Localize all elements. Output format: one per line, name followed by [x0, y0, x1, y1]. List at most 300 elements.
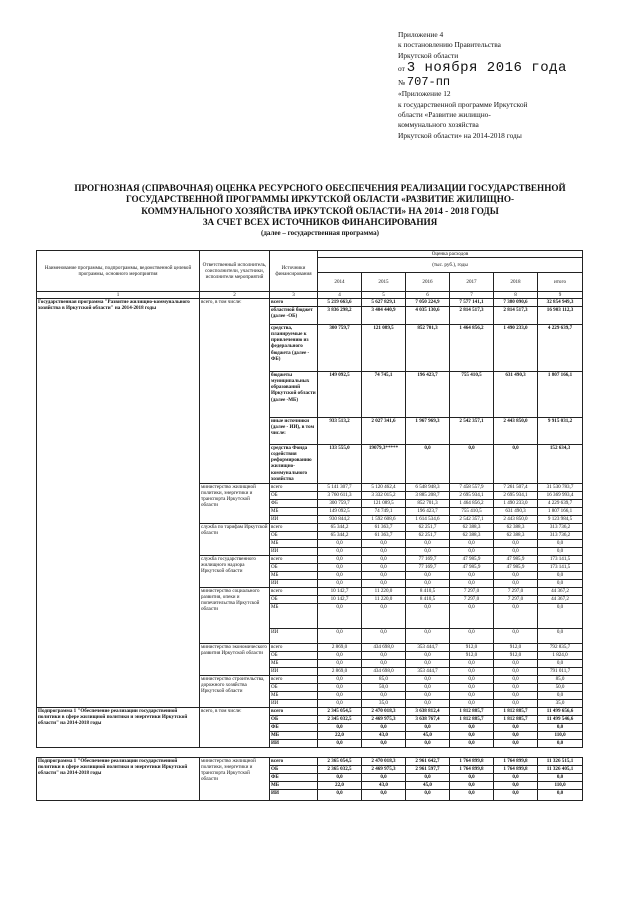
source-cell: средства, планируемые к привлечению из федерального бюджета (далее - ФБ): [270, 325, 318, 372]
table-row: [37, 708, 583, 716]
value-cell: 0,0: [318, 684, 362, 692]
value-cell: 0,0: [494, 548, 538, 556]
value-cell: 755 410,5: [450, 372, 494, 418]
value-cell: 0,0: [450, 676, 494, 684]
value-cell: 0,0: [538, 660, 583, 668]
source-cell: ОБ: [270, 564, 318, 572]
header-executor: Ответственный исполнитель, соисполнители, участники, исполнители мероприятий: [200, 251, 270, 292]
column-number: 5: [362, 292, 406, 299]
value-cell: 2 469 975,3: [362, 766, 406, 774]
value-cell: 50,0: [362, 684, 406, 692]
value-cell: 0,0: [450, 604, 494, 629]
value-cell: 2 365 032,5: [318, 766, 362, 774]
column-number: 2: [200, 292, 270, 299]
value-cell: 1 824,0: [538, 652, 583, 660]
source-cell: ИИ: [270, 580, 318, 588]
value-cell: 0,0: [494, 692, 538, 700]
value-cell: 792 835,7: [538, 644, 583, 652]
value-cell: 2 443 850,0: [494, 516, 538, 524]
column-number: 3: [270, 292, 318, 299]
header-estimate-label: Оценка расходов: [431, 251, 469, 257]
value-cell: 77 169,7: [406, 556, 450, 564]
value-cell: 44 367,2: [538, 588, 583, 596]
value-cell: 7 297,0: [450, 588, 494, 596]
value-cell: 0,0: [406, 629, 450, 644]
value-cell: 3 885 208,7: [406, 492, 450, 500]
title-line: КОММУНАЛЬНОГО ХОЗЯЙСТВА ИРКУТСКОЙ ОБЛАСТИ» НА 2014 - 2018 ГОДЫ: [141, 205, 499, 216]
annex-number-prefix: №: [398, 78, 406, 88]
value-cell: 0,0: [362, 774, 406, 782]
value-cell: 1 614 534,6: [406, 516, 450, 524]
group-executor: служба по тарифам Иркутской области: [200, 524, 270, 556]
column-number: 8: [494, 292, 538, 299]
source-cell: ИИ: [270, 790, 318, 801]
value-cell: 0,0: [538, 572, 583, 580]
source-cell: ФБ: [270, 774, 318, 782]
value-cell: 152 634,3: [538, 445, 583, 484]
value-cell: 2 470 018,3: [362, 758, 406, 766]
value-cell: 1 592 608,6: [362, 516, 406, 524]
value-cell: 0,0: [406, 684, 450, 692]
value-cell: 0,0: [538, 580, 583, 588]
value-cell: 755 410,5: [450, 508, 494, 516]
value-cell: 1 967 969,3: [406, 418, 450, 445]
value-cell: 0,0: [406, 790, 450, 801]
value-cell: 3 760 611,3: [318, 492, 362, 500]
group-executor: министерство строительства, дорожного хозяйства Иркутской области: [200, 676, 270, 708]
source-cell: ОБ: [270, 716, 318, 724]
value-cell: 0,0: [406, 548, 450, 556]
program-name: Государственная программа "Развитие жилищно-коммунального хозяйства в Иркутской области" на 2014-2018 годы: [37, 299, 200, 708]
spacer-cell: [37, 748, 583, 758]
value-cell: 0,0: [362, 660, 406, 668]
header-row: [37, 251, 583, 258]
value-cell: 47 985,9: [450, 564, 494, 572]
value-cell: 0,0: [450, 540, 494, 548]
value-cell: 62 251,7: [406, 532, 450, 540]
value-cell: 62 388,3: [450, 532, 494, 540]
value-cell: 0,0: [406, 652, 450, 660]
value-cell: 110,0: [538, 732, 583, 740]
value-cell: 0,0: [318, 724, 362, 732]
value-cell: 43,0: [362, 732, 406, 740]
value-cell: 149 092,5: [318, 372, 362, 418]
value-cell: 0,0: [450, 790, 494, 801]
value-cell: 631 490,3: [494, 508, 538, 516]
source-cell: МБ: [270, 508, 318, 516]
value-cell: 0,0: [494, 740, 538, 748]
value-cell: 1 764 899,8: [494, 766, 538, 774]
value-cell: 62 388,3: [450, 524, 494, 532]
group-executor: министерство экономического развития Иркутской области: [200, 644, 270, 676]
value-cell: 0,0: [494, 572, 538, 580]
value-cell: 852 701,3: [406, 500, 450, 508]
value-cell: 22,0: [318, 782, 362, 790]
value-cell: 2 542 357,1: [450, 418, 494, 445]
value-cell: 0,0: [406, 540, 450, 548]
source-cell: ОБ: [270, 596, 318, 604]
value-cell: 61 363,7: [362, 524, 406, 532]
value-cell: 19079,3*****: [362, 445, 406, 484]
annex-date-prefix: от: [398, 64, 405, 74]
value-cell: 1 812 885,7: [450, 716, 494, 724]
value-cell: 0,0: [538, 692, 583, 700]
value-cell: 7 297,0: [450, 596, 494, 604]
value-cell: 77 169,7: [406, 564, 450, 572]
value-cell: 0,0: [494, 724, 538, 732]
value-cell: 1 464 856,2: [450, 325, 494, 372]
annex-line: к постановлению Правительства: [398, 40, 501, 50]
value-cell: 5 627 829,1: [362, 299, 406, 307]
value-cell: 3 638 812,4: [406, 708, 450, 716]
value-cell: 5 120 462,4: [362, 484, 406, 492]
value-cell: 2 961 642,7: [406, 758, 450, 766]
value-cell: 62 388,3: [494, 532, 538, 540]
value-cell: 11 499 546,6: [538, 716, 583, 724]
value-cell: 11 326 405,1: [538, 766, 583, 774]
value-cell: 0,0: [362, 790, 406, 801]
value-cell: 912,0: [494, 644, 538, 652]
value-cell: 912,0: [494, 652, 538, 660]
value-cell: 2 695 934,1: [450, 492, 494, 500]
value-cell: 74 749,1: [362, 508, 406, 516]
value-cell: 0,0: [318, 580, 362, 588]
value-cell: 0,0: [362, 572, 406, 580]
source-cell: всего: [270, 708, 318, 716]
column-number: 6: [406, 292, 450, 299]
value-cell: 62 251,7: [406, 524, 450, 532]
value-cell: 791 011,7: [538, 668, 583, 676]
source-cell: ИИ: [270, 668, 318, 676]
value-cell: 0,0: [362, 540, 406, 548]
source-cell: МБ: [270, 572, 318, 580]
value-cell: 149 092,5: [318, 508, 362, 516]
value-cell: 0,0: [450, 692, 494, 700]
value-cell: 2 814 517,3: [450, 307, 494, 325]
value-cell: 0,0: [494, 445, 538, 484]
value-cell: 0,0: [450, 724, 494, 732]
value-cell: 2 027 341,6: [362, 418, 406, 445]
value-cell: 1 764 899,8: [450, 758, 494, 766]
value-cell: 11 499 656,6: [538, 708, 583, 716]
value-cell: 0,0: [450, 572, 494, 580]
value-cell: 7 050 224,9: [406, 299, 450, 307]
value-cell: 912,0: [450, 644, 494, 652]
value-cell: 47 985,9: [494, 556, 538, 564]
column-number: 9: [538, 292, 583, 299]
value-cell: 0,0: [362, 564, 406, 572]
value-cell: 2 814 517,3: [494, 307, 538, 325]
value-cell: 1 807 166,1: [538, 508, 583, 516]
value-cell: 0,0: [318, 604, 362, 629]
value-cell: 353 444,7: [406, 668, 450, 676]
value-cell: 3 332 015,2: [362, 492, 406, 500]
value-cell: 434 698,0: [362, 668, 406, 676]
source-cell: ОБ: [270, 532, 318, 540]
value-cell: 300 759,7: [318, 325, 362, 372]
value-cell: 47 985,9: [450, 556, 494, 564]
value-cell: 0,0: [494, 580, 538, 588]
value-cell: 0,0: [318, 692, 362, 700]
value-cell: 0,0: [318, 660, 362, 668]
value-cell: 434 698,0: [362, 644, 406, 652]
source-cell: МБ: [270, 660, 318, 668]
value-cell: 313 736,2: [538, 524, 583, 532]
value-cell: 2 443 850,0: [494, 418, 538, 445]
header-year: итого: [538, 273, 583, 292]
value-cell: 0,0: [450, 445, 494, 484]
value-cell: 0,0: [318, 700, 362, 708]
value-cell: 133 555,0: [318, 445, 362, 484]
source-cell: бюджеты муниципальных образований Иркутской области (далее -МБ): [270, 372, 318, 418]
value-cell: 2 869,0: [318, 668, 362, 676]
source-cell: ИИ: [270, 740, 318, 748]
source-cell: всего: [270, 524, 318, 532]
title-line: ЗА СЧЕТ ВСЕХ ИСТОЧНИКОВ ФИНАНСИРОВАНИЯ: [202, 217, 438, 228]
source-cell: ИИ: [270, 629, 318, 644]
value-cell: 0,0: [362, 604, 406, 629]
subprogram-executor: всего, в том числе:: [200, 708, 270, 748]
value-cell: 0,0: [406, 604, 450, 629]
subprogram-name: Подпрограмма 1 "Обеспечение реализации государственной политики в сфере жилищной политики и энергетики Иркутской области" на 2014-2018 годы: [37, 758, 200, 801]
value-cell: 0,0: [450, 629, 494, 644]
value-cell: 74 745,1: [362, 372, 406, 418]
value-cell: 44 367,2: [538, 596, 583, 604]
value-cell: 0,0: [362, 629, 406, 644]
value-cell: 2 961 597,7: [406, 766, 450, 774]
value-cell: 65 344,2: [318, 524, 362, 532]
value-cell: 1 464 856,2: [450, 500, 494, 508]
source-cell: всего: [270, 758, 318, 766]
value-cell: 45,0: [406, 732, 450, 740]
value-cell: 0,0: [406, 740, 450, 748]
annex-date-handwritten: 3 ноября 2016 года: [406, 60, 567, 77]
value-cell: 196 423,7: [406, 508, 450, 516]
document-title: [18, 183, 622, 238]
title-subline: (далее – государственная программа): [261, 228, 379, 237]
header-year: 2018: [494, 273, 538, 292]
value-cell: 0,0: [318, 556, 362, 564]
value-cell: 7 380 090,6: [494, 299, 538, 307]
header-estimate: [318, 251, 583, 258]
subprogram-name: Подпрограмма 1 "Обеспечение реализации государственной политики в сфере жилищной политики и энергетики Иркутской области" на 2014-2018 годы: [37, 708, 200, 748]
value-cell: 0,0: [406, 774, 450, 782]
header-year: 2017: [450, 273, 494, 292]
value-cell: 0,0: [494, 540, 538, 548]
value-cell: 173 141,5: [538, 556, 583, 564]
value-cell: 1 812 885,7: [494, 708, 538, 716]
source-cell: всего: [270, 676, 318, 684]
program-executor: всего, в том числе:: [200, 299, 270, 484]
annex-line: к государственной программе Иркутской: [398, 99, 528, 109]
source-cell: средства Фонда содействия реформированию жилищно-коммунального хозяйства: [270, 445, 318, 484]
value-cell: 1 812 885,7: [450, 708, 494, 716]
value-cell: 0,0: [494, 774, 538, 782]
source-cell: всего: [270, 484, 318, 492]
group-executor: служба государственного жилищного надзора Иркутской области: [200, 556, 270, 588]
value-cell: 852 701,3: [406, 325, 450, 372]
title-line: ГОСУДАРСТВЕННОЙ ПРОГРАММЫ ИРКУТСКОЙ ОБЛАСТИ «РАЗВИТИЕ ЖИЛИЩНО-: [125, 194, 515, 205]
value-cell: 35,0: [538, 700, 583, 708]
value-cell: 0,0: [538, 724, 583, 732]
value-cell: 173 141,5: [538, 564, 583, 572]
value-cell: 0,0: [406, 580, 450, 588]
value-cell: 0,0: [450, 732, 494, 740]
value-cell: 6 548 948,3: [406, 484, 450, 492]
value-cell: 0,0: [406, 724, 450, 732]
value-cell: 0,0: [450, 660, 494, 668]
value-cell: 0,0: [450, 740, 494, 748]
value-cell: 1 764 899,8: [494, 758, 538, 766]
value-cell: 45,0: [406, 782, 450, 790]
value-cell: 0,0: [538, 740, 583, 748]
value-cell: 1 490 233,0: [494, 500, 538, 508]
value-cell: 0,0: [450, 668, 494, 676]
value-cell: 35,0: [362, 700, 406, 708]
value-cell: 0,0: [494, 732, 538, 740]
value-cell: 0,0: [406, 700, 450, 708]
header-year: 2014: [318, 273, 362, 292]
value-cell: 7 297,0: [494, 596, 538, 604]
value-cell: 10 142,7: [318, 588, 362, 596]
value-cell: 0,0: [494, 660, 538, 668]
source-cell: ФБ: [270, 500, 318, 508]
value-cell: 8 410,5: [406, 588, 450, 596]
column-number: 4: [318, 292, 362, 299]
value-cell: 0,0: [494, 684, 538, 692]
source-cell: областной бюджет (далее -ОБ): [270, 307, 318, 325]
value-cell: 4 035 130,6: [406, 307, 450, 325]
value-cell: 0,0: [538, 548, 583, 556]
value-cell: 0,0: [318, 740, 362, 748]
header-year: 2016: [406, 273, 450, 292]
value-cell: 196 423,7: [406, 372, 450, 418]
value-cell: 0,0: [406, 660, 450, 668]
value-cell: 0,0: [362, 740, 406, 748]
source-cell: ОБ: [270, 652, 318, 660]
value-cell: 85,0: [538, 676, 583, 684]
value-cell: 2 869,0: [318, 644, 362, 652]
annex-header: [398, 30, 628, 141]
annex-line: области «Развитие жилищно-: [398, 110, 491, 120]
value-cell: 0,0: [362, 548, 406, 556]
source-cell: МБ: [270, 782, 318, 790]
header-year: 2015: [362, 273, 406, 292]
value-cell: 933 513,2: [318, 418, 362, 445]
value-cell: 0,0: [406, 445, 450, 484]
value-cell: 11 220,0: [362, 588, 406, 596]
source-cell: МБ: [270, 540, 318, 548]
value-cell: 0,0: [538, 790, 583, 801]
value-cell: 2 345 032,5: [318, 716, 362, 724]
source-cell: всего: [270, 299, 318, 307]
source-cell: МБ: [270, 692, 318, 700]
value-cell: 0,0: [450, 700, 494, 708]
value-cell: 3 638 767,4: [406, 716, 450, 724]
source-cell: всего: [270, 556, 318, 564]
value-cell: 7 261 507,4: [494, 484, 538, 492]
value-cell: 1 812 885,7: [494, 716, 538, 724]
value-cell: 0,0: [318, 540, 362, 548]
value-cell: 0,0: [318, 790, 362, 801]
value-cell: 11 220,0: [362, 596, 406, 604]
value-cell: 1 807 166,1: [538, 372, 583, 418]
value-cell: 7 297,0: [494, 588, 538, 596]
value-cell: 7 577 141,1: [450, 299, 494, 307]
value-cell: 2 345 054,5: [318, 708, 362, 716]
value-cell: 0,0: [494, 782, 538, 790]
source-cell: МБ: [270, 732, 318, 740]
value-cell: 0,0: [538, 540, 583, 548]
source-cell: ОБ: [270, 492, 318, 500]
value-cell: 85,0: [362, 676, 406, 684]
source-cell: ИИ: [270, 700, 318, 708]
value-cell: 0,0: [318, 572, 362, 580]
annex-line: Приложение 4: [398, 30, 444, 39]
source-cell: всего: [270, 644, 318, 652]
value-cell: 2 470 018,3: [362, 708, 406, 716]
value-cell: 0,0: [494, 668, 538, 676]
value-cell: 0,0: [494, 629, 538, 644]
value-cell: 8 410,5: [406, 596, 450, 604]
value-cell: 11 326 515,1: [538, 758, 583, 766]
annex-number-handwritten: 707-пп: [406, 75, 451, 90]
value-cell: 0,0: [450, 774, 494, 782]
annex-line: Иркутской области» на 2014-2018 годы: [398, 130, 522, 140]
value-cell: 110,0: [538, 782, 583, 790]
value-cell: 0,0: [494, 676, 538, 684]
source-cell: ИИ: [270, 516, 318, 524]
value-cell: 313 736,2: [538, 532, 583, 540]
column-number: 7: [450, 292, 494, 299]
value-cell: 5 141 307,7: [318, 484, 362, 492]
value-cell: 912,0: [450, 652, 494, 660]
value-cell: 4 229 639,7: [538, 325, 583, 372]
value-cell: 631 490,3: [494, 372, 538, 418]
value-cell: 16 903 112,3: [538, 307, 583, 325]
value-cell: 43,0: [362, 782, 406, 790]
annex-line: «Приложение 12: [398, 89, 451, 99]
source-cell: ОБ: [270, 766, 318, 774]
source-cell: ИИ: [270, 548, 318, 556]
annex-line: Иркутской области: [398, 50, 459, 60]
value-cell: 50,0: [538, 684, 583, 692]
value-cell: 0,0: [538, 604, 583, 629]
source-cell: ФБ: [270, 724, 318, 732]
value-cell: 0,0: [494, 700, 538, 708]
value-cell: 0,0: [318, 629, 362, 644]
value-cell: 0,0: [362, 724, 406, 732]
column-number: 1: [37, 292, 200, 299]
value-cell: 2 542 357,1: [450, 516, 494, 524]
value-cell: 0,0: [406, 572, 450, 580]
value-cell: 353 444,7: [406, 644, 450, 652]
value-cell: 0,0: [318, 676, 362, 684]
header-source: Источники финансирования: [270, 251, 318, 292]
value-cell: 0,0: [318, 564, 362, 572]
annex-line: коммунального хозяйства: [398, 120, 479, 130]
value-cell: 0,0: [494, 604, 538, 629]
value-cell: 2 365 054,5: [318, 758, 362, 766]
value-cell: 0,0: [450, 782, 494, 790]
value-cell: 32 854 949,3: [538, 299, 583, 307]
value-cell: 0,0: [362, 580, 406, 588]
value-cell: 3 836 298,2: [318, 307, 362, 325]
value-cell: 0,0: [318, 548, 362, 556]
value-cell: 0,0: [318, 774, 362, 782]
table-row: [37, 758, 583, 766]
value-cell: 0,0: [318, 652, 362, 660]
